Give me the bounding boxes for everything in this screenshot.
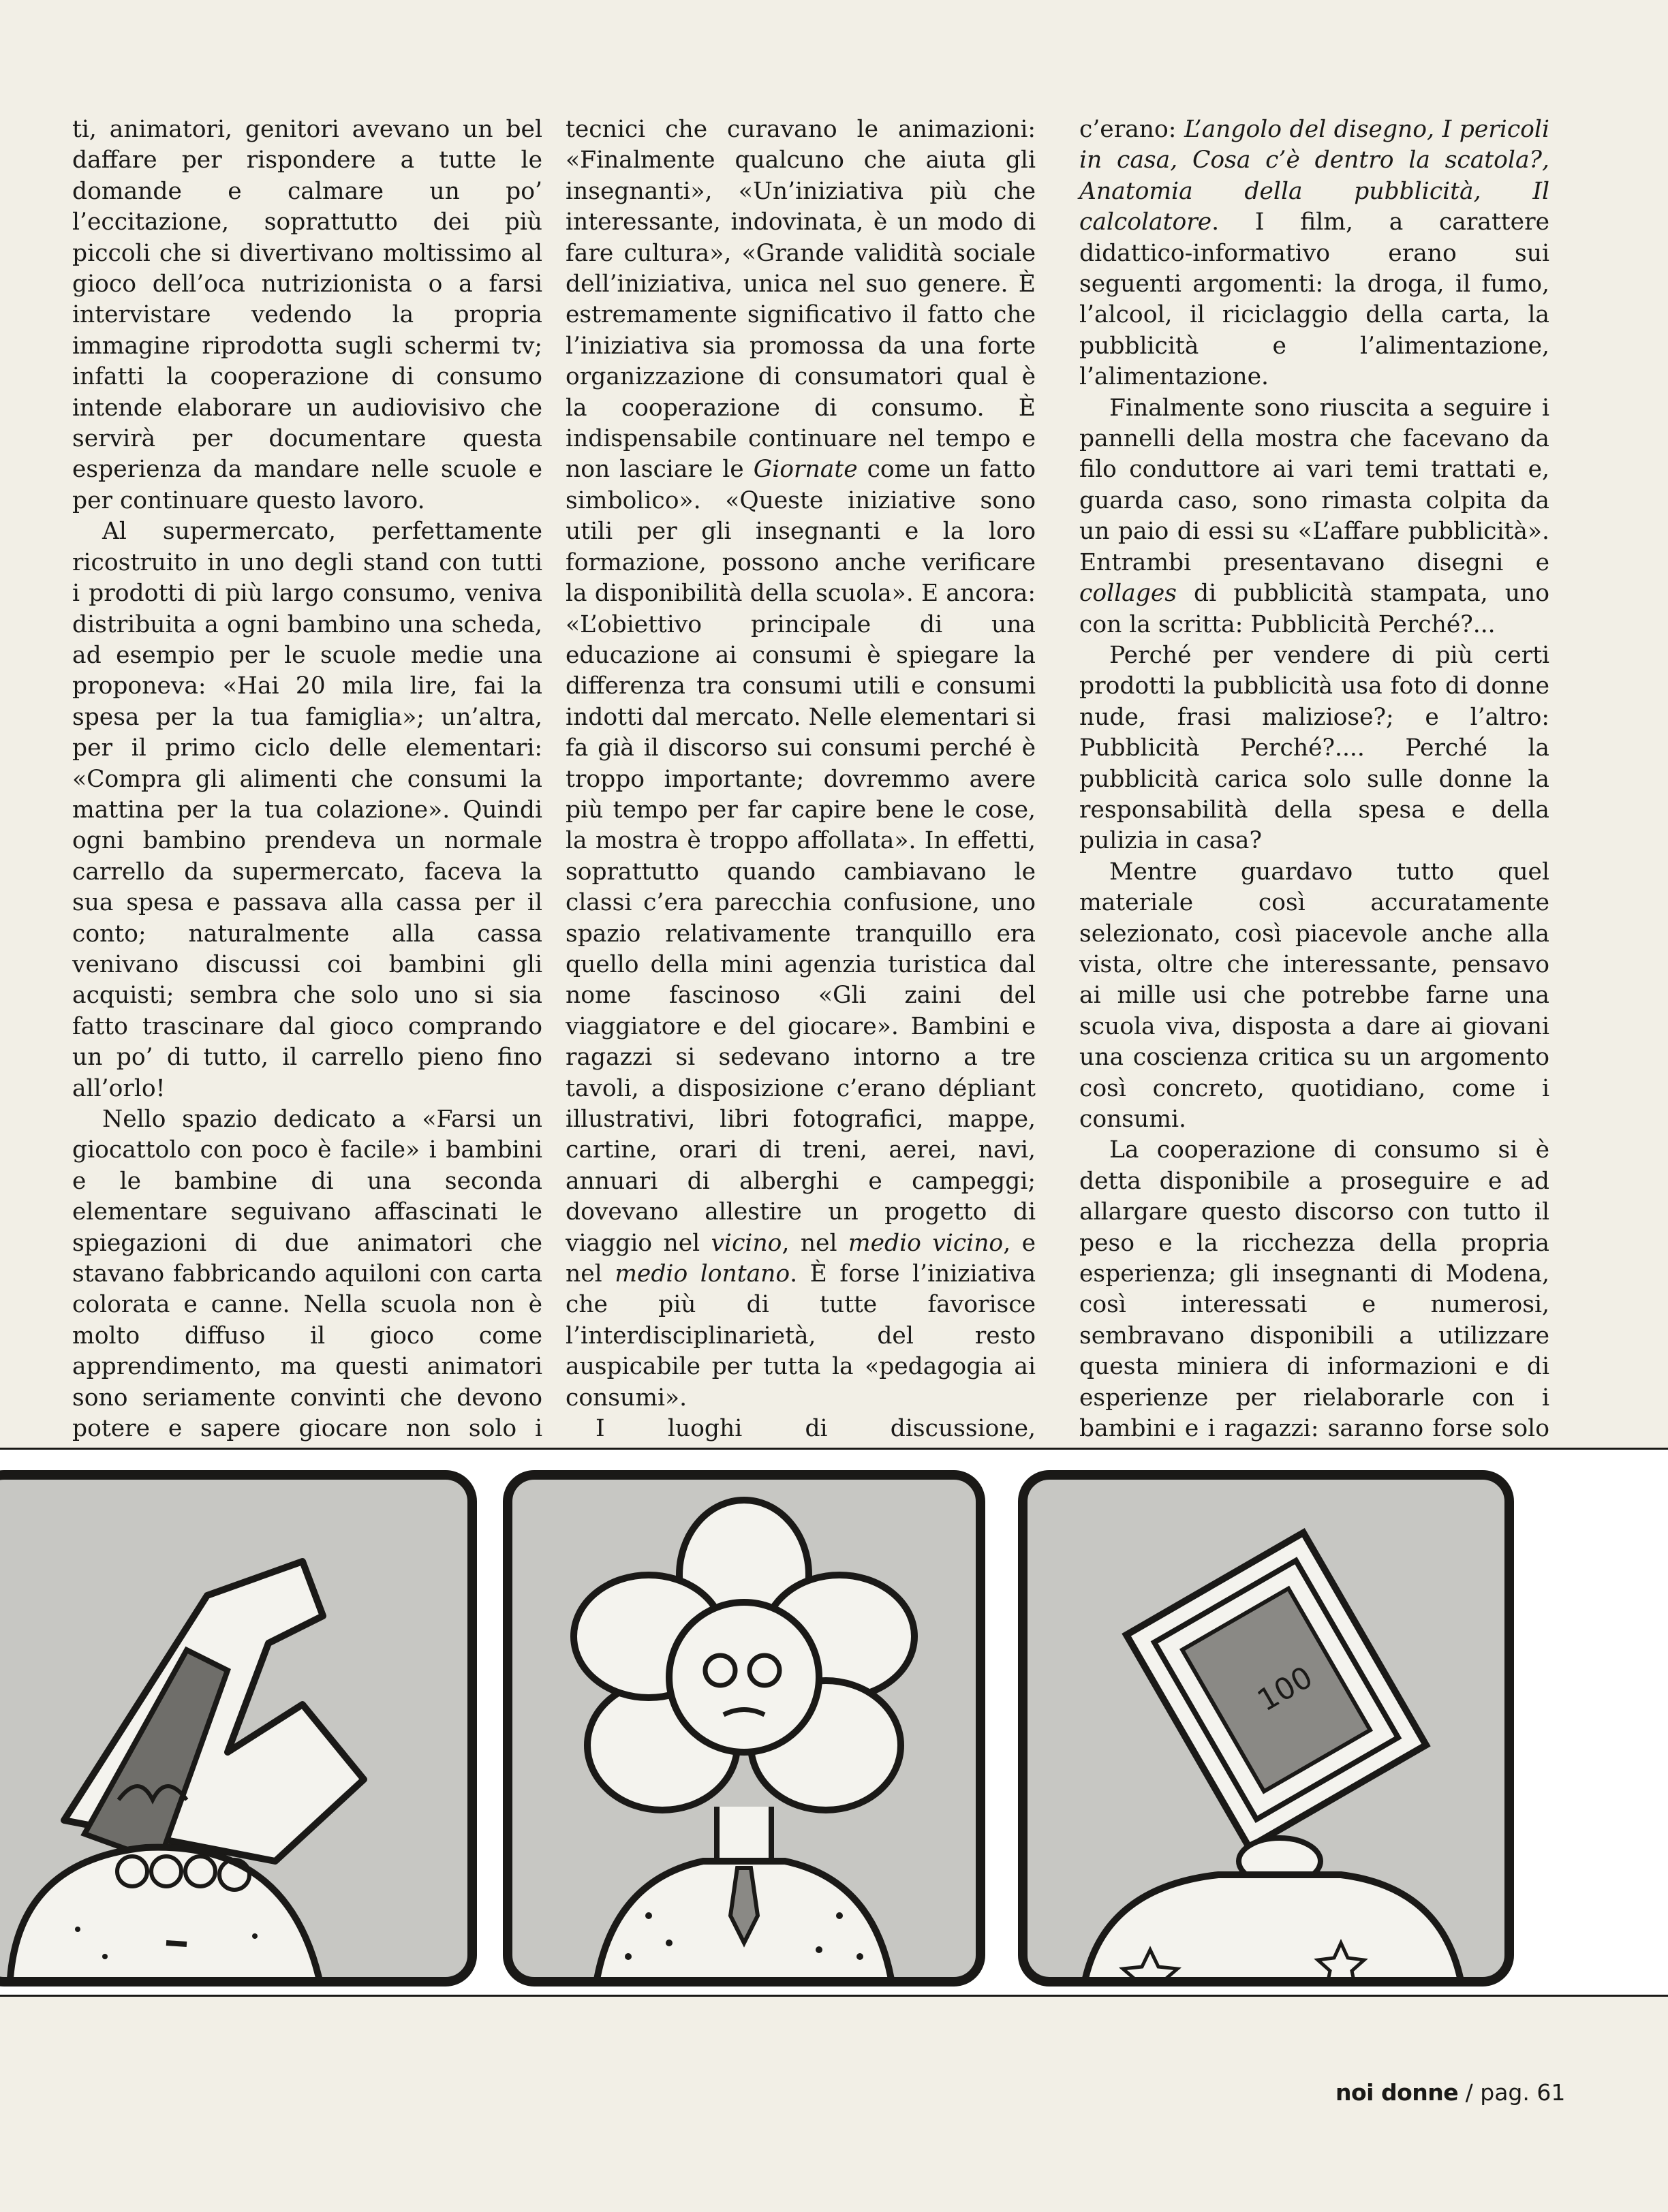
- article-column-3: [1079, 114, 1549, 1572]
- paragraph: I luoghi di discussione,: [596, 1415, 1036, 1443]
- illustration-panel-money: [1018, 1470, 1514, 1987]
- article-column-1: [72, 114, 542, 1600]
- paragraph: [1079, 393, 1549, 640]
- page-number: / pag. 61: [1465, 2079, 1566, 2106]
- italic-run: medio vicino: [848, 1229, 1004, 1257]
- illustration-strip: [0, 1448, 1668, 1997]
- illustration-panel-letter: [0, 1470, 477, 1987]
- page-footer: [1335, 2079, 1565, 2106]
- letter-head-figure-icon: [0, 1480, 467, 1977]
- paragraph: [566, 114, 1036, 1414]
- illustration-panel-flower: [503, 1470, 985, 1987]
- paragraph: Perché per vendere di più certi prodotti la pubblicità usa foto di donne nude, frasi maliziose?; e l’altro: Pubblicità Perché?.... Perché la pubblicità carica solo sulle donne la responsabilità della spesa e della pulizia in casa?: [1079, 641, 1549, 855]
- flower-head-figure-icon: [512, 1480, 976, 1977]
- paragraph: ti, animatori, genitori avevano un bel daffare per rispondere a tutte le domande e calmare un po’ l’eccitazione, soprattutto dei più piccoli che si divertivano moltissimo al gioco dell’oca nutrizionista o a farsi intervistare vedendo la propria immagine riprodotta sugli schermi tv; infatti la cooperazione di consumo intende elaborare un audiovisivo che servirà per documentare questa esperienza da mandare nelle scuole e per continuare questo lavoro.: [72, 116, 542, 514]
- magazine-name: noi donne: [1335, 2079, 1459, 2106]
- text-run: , e nel: [566, 1229, 1036, 1288]
- paragraph: La cooperazione di consumo si è detta disponibile a proseguire e ad allargare questo discorso con tutto il peso e la ricchezza della propria esperienza; gli insegnanti di Modena, così interessati e numerosi, sembravano disponibili a utilizzare questa miniera di informazioni e di esperienze per rielaborarle con i bambini e i ragazzi: saranno forse solo: [1079, 1136, 1549, 1443]
- italic-run: Giornate: [753, 456, 858, 484]
- italic-run: vicino: [711, 1229, 782, 1257]
- paragraph: Al supermercato, perfettamente ricostruito in uno degli stand con tutti i prodotti di più largo consumo, veniva distribuita a ogni bambino una scheda, ad esempio per le scuole medie una proponeva: «Hai 20 mila lire, fai la spesa per la tua famiglia»; un’altra, per il primo ciclo delle elementari: «Compra gli alimenti che consumi la mattina per la tua colazione». Quindi ogni bambino prendeva un normale carrello da supermercato, faceva la sua spesa e passava alla cassa per il conto; naturalmente alla cassa venivano discussi coi bambini gli acquisti; sembra che solo uno si sia fatto trascinare dal gioco comprando un po’ di tutto, il carrello pieno fino all’orlo!: [72, 518, 542, 1102]
- text-run: c’erano:: [1079, 116, 1184, 143]
- text-run: , nel: [782, 1229, 848, 1257]
- italic-run: L’angolo del disegno, I pericoli in casa, Cosa c’è dentro la scatola?, Anatomia della pubblicità, Il calcolatore: [1079, 116, 1549, 236]
- text-run: . I film, a carattere didattico-informativo erano sui seguenti argomenti: la droga, il fumo, l’alcool, il riciclaggio della carta, la pubblicità e l’alimentazione, l’alimentazione.: [1079, 208, 1549, 391]
- text-run: di pubblicità stampata, uno con la scritta: Pubblicità Perché?...: [1079, 580, 1549, 638]
- italic-run: medio lontano: [615, 1260, 790, 1288]
- paragraph: Nello spazio dedicato a «Farsi un giocattolo con poco è facile» i bambini e le bambine di una seconda elementare seguivano affascinati le spiegazioni di due animatori che stavano fabbricando aquiloni con carta colorata e canne. Nella scuola non è molto diffuso il gioco come apprendimento, ma questi animatori sono seriamente convinti che devono potere e sapere giocare non solo i: [72, 1106, 542, 1443]
- text-run: . È forse l’iniziativa che più di tutte favorisce l’interdisciplinarietà, del resto auspicabile per tutta la «pedagogia ai consumi».: [566, 1260, 1036, 1412]
- money-head-figure-icon: [1028, 1480, 1504, 1977]
- paragraph: Mentre guardavo tutto quel materiale così accuratamente selezionato, così piacevole anche alla vista, oltre che interessante, pensavo ai mille usi che potrebbe farne una scuola viva, disposta a dare ai giovani una coscienza critica su un argomento così concreto, quotidiano, come i consumi.: [1079, 858, 1549, 1133]
- text-run: tecnici che curavano le animazioni: «Finalmente qualcuno che aiuta gli insegnanti», «Un’iniziativa più che interessante, indovinata, è un modo di fare cultura», «Grande validità sociale dell’iniziativa, unica nel suo genere. È estremamente significativo il fatto che l’iniziativa sia promossa da una forte organizzazione di consumatori qual è la cooperazione di consumo. È indispensabile continuare nel tempo e non lasciare le: [566, 116, 1036, 484]
- article-column-2: [566, 114, 1036, 1568]
- text-run: Finalmente sono riuscita a seguire i pannelli della mostra che facevano da filo conduttore ai vari temi trattati e, guarda caso, sono rimasta colpita da un paio di essi su «L’affare pubblicità». Entrambi presentavano disegni e: [1079, 394, 1549, 576]
- italic-run: collages: [1079, 580, 1177, 608]
- banknote-value-text: 100: [1252, 1660, 1319, 1719]
- paragraph: [1079, 114, 1549, 393]
- text-run: come un fatto simbolico». «Queste iniziative sono utili per gli insegnanti e la loro formazione, possono anche verificare la disponibilità della scuola». E ancora: «L’obiettivo principale di una educazione ai consumi è spiegare la differenza tra consumi utili e consumi indotti dal mercato. Nelle elementari si fa già il discorso sui consumi perché è troppo importante; dovremmo avere più tempo per far capire bene le cose, la mostra è troppo affollata». In effetti, soprattutto quando cambiavano le classi c’era parecchia confusione, uno spazio relativamente tranquillo era quello della mini agenzia turistica dal nome fascinoso «Gli zaini del viaggiatore e del giocare». Bambini e ragazzi si sedevano intorno a tre tavoli, a disposizione c’erano dépliant illustrativi, libri fotografici, mappe, cartine, orari di treni, aerei, navi, annuari di alberghi e campeggi; dovevano allestire un progetto di viaggio nel: [566, 456, 1036, 1257]
